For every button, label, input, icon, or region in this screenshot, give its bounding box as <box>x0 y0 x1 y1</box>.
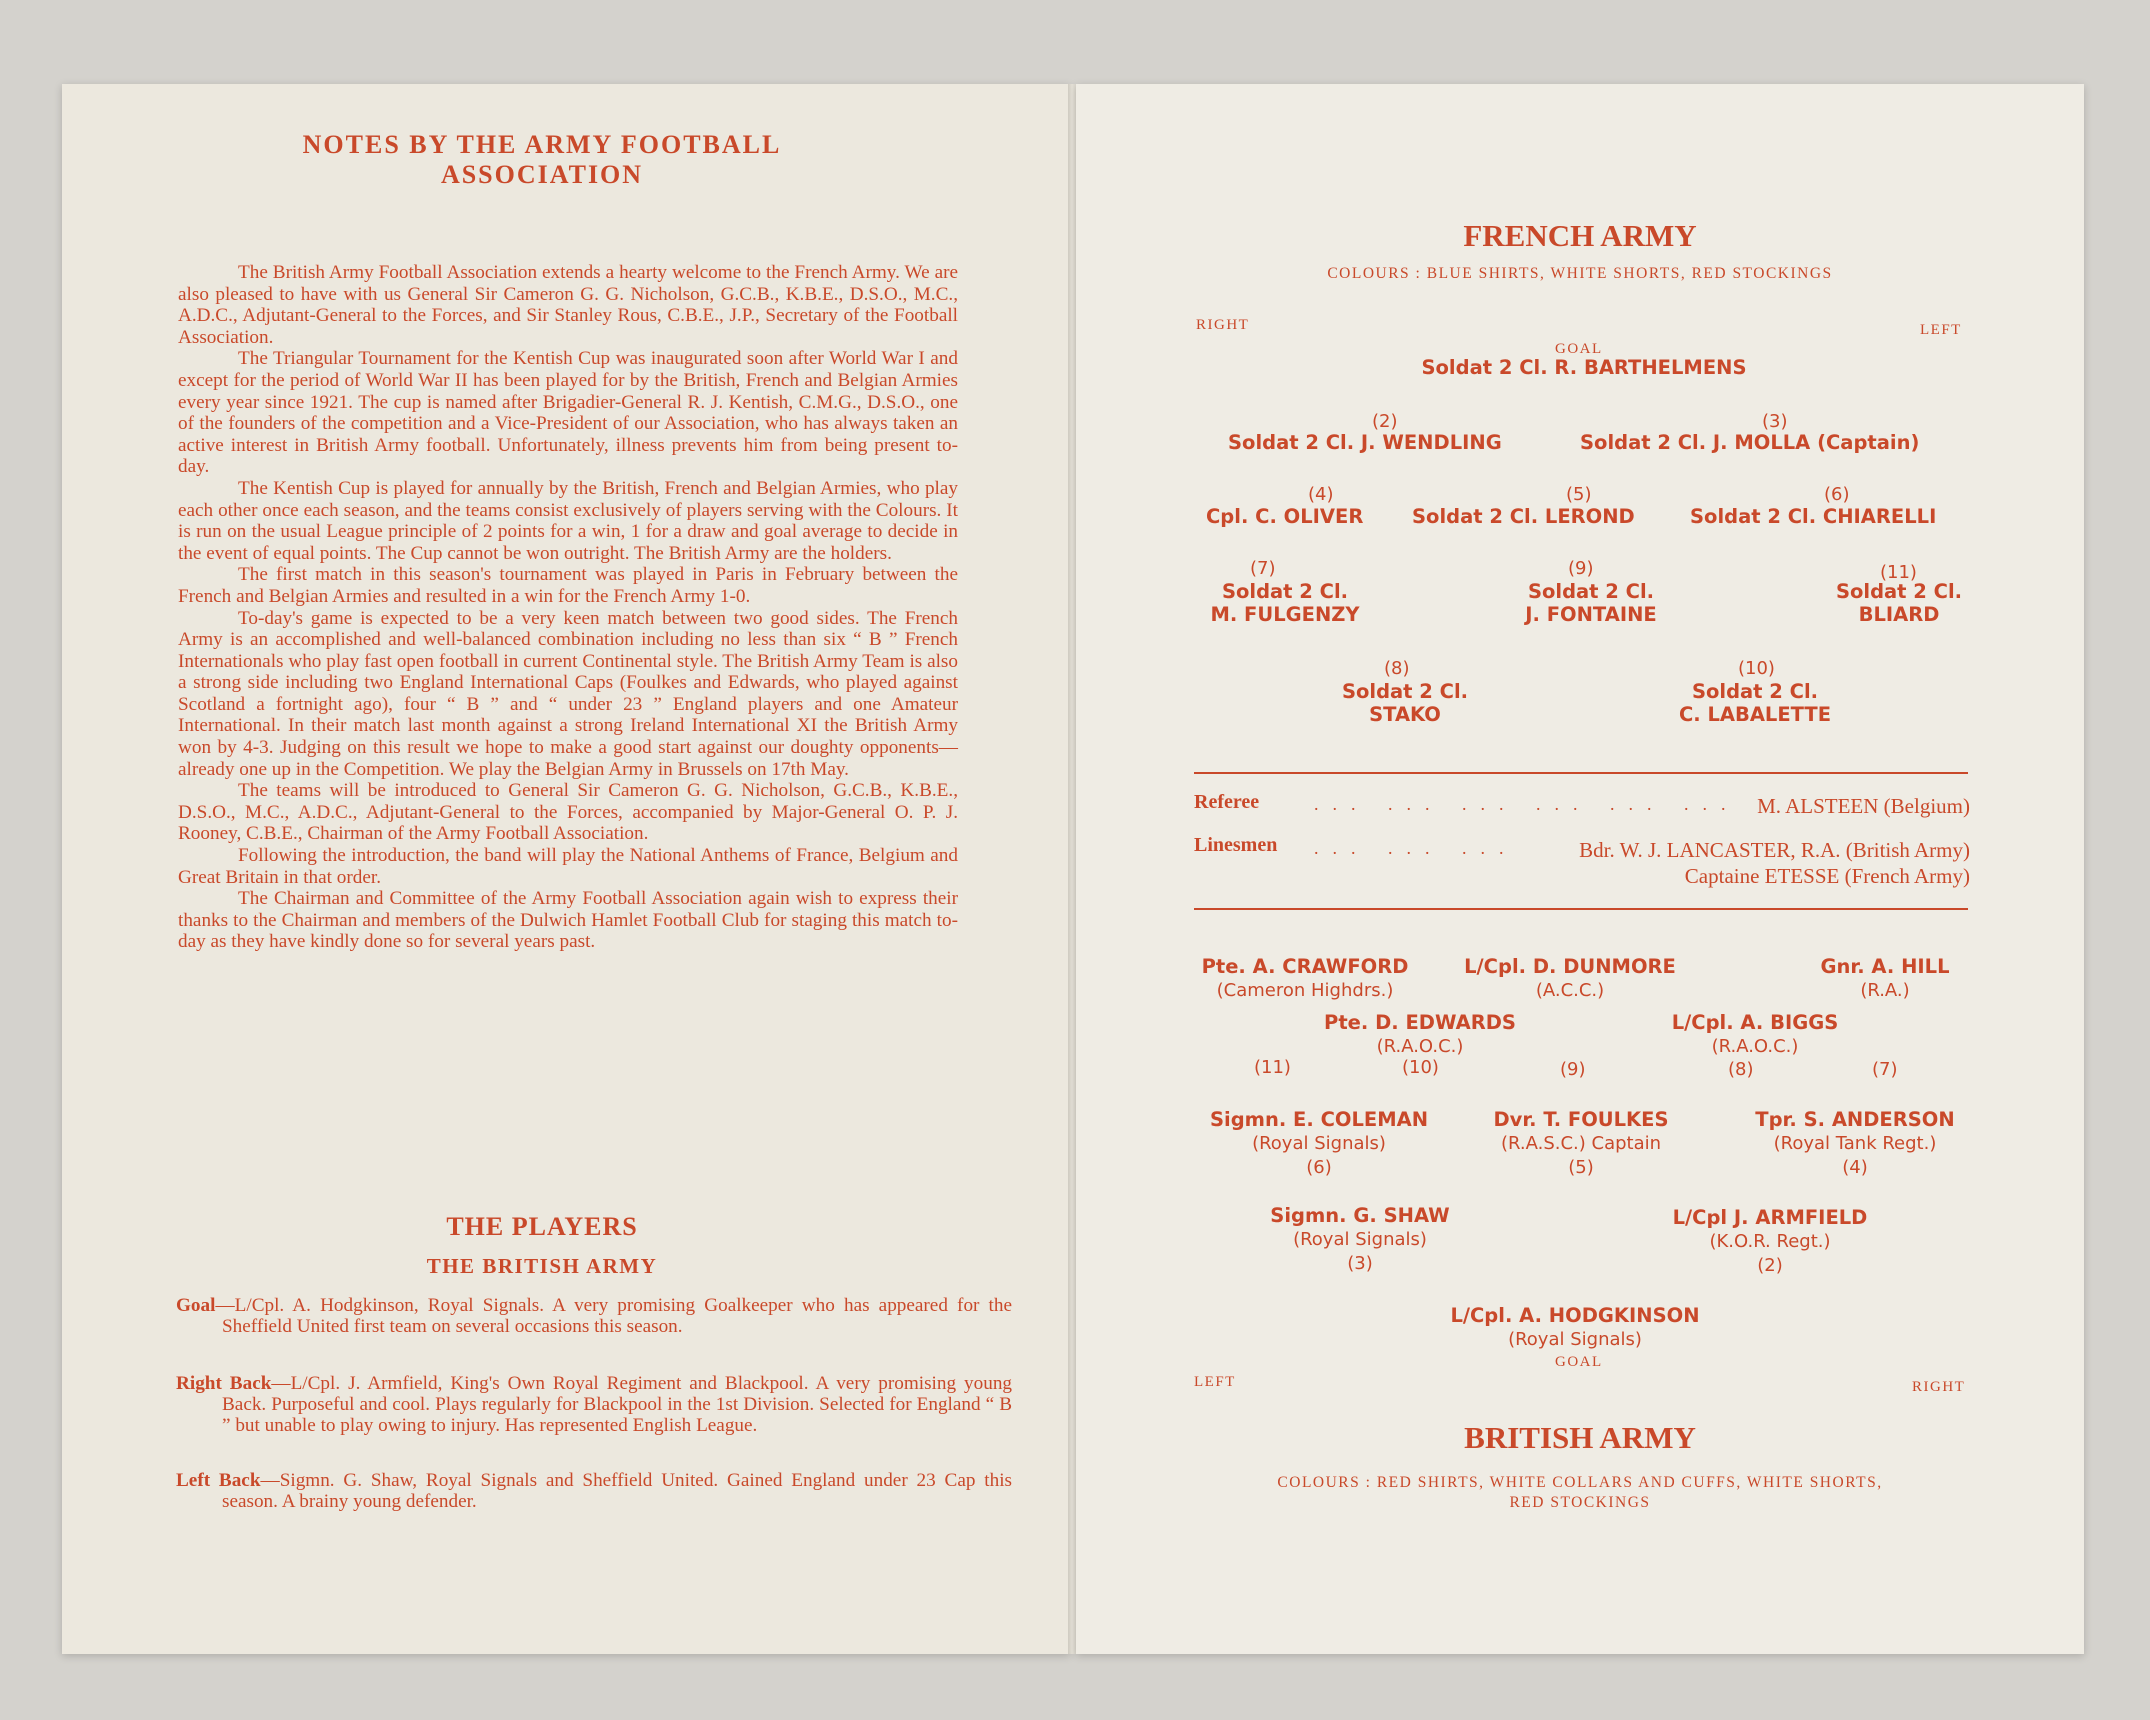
british-num-2: (2) <box>1757 1255 1783 1276</box>
notes-body <box>178 262 958 953</box>
player-note-text: —L/Cpl. A. Hodgkinson, Royal Signals. A very promising Goalkeeper who has appeared for the Sheffield United first team on several occasions this season. <box>215 1295 1012 1337</box>
french-rank-8: Soldat 2 Cl. <box>1341 680 1469 703</box>
british-name-7: Gnr. A. HILL <box>1820 955 1950 978</box>
french-left-label: LEFT <box>1920 322 1962 338</box>
player-note-left-back <box>176 1470 1012 1512</box>
french-player-8 <box>1300 680 1510 726</box>
british-club-8: (R.A.O.C.) <box>1711 1036 1799 1057</box>
player-note-text: —L/Cpl. J. Armfield, King's Own Royal Regiment and Blackpool. A very promising young Back. Purposeful and cool. Plays regularly for Blackpool in the 1st Division. Selected for England “ B ” but unable to play owing to injury. Has represented English League. <box>222 1373 1013 1436</box>
notes-paragraph: The Chairman and Committee of the Army Football Association again wish to express their thanks to the Chairman and members of the Dulwich Hamlet Football Club for staging this match to-day as they have kindly done so for several years past. <box>178 888 958 953</box>
french-rank-10: Soldat 2 Cl. <box>1691 680 1819 703</box>
french-num-5: (5) <box>1566 484 1592 505</box>
british-num-4: (4) <box>1842 1157 1868 1178</box>
british-army-title: BRITISH ARMY <box>1464 1420 1696 1455</box>
linesmen-dots: ... ... ... <box>1314 838 1518 858</box>
british-num-7: (7) <box>1872 1059 1898 1080</box>
british-player-10 <box>1300 1011 1540 1058</box>
french-num-4: (4) <box>1308 484 1334 505</box>
french-colours: COLOURS : BLUE SHIRTS, WHITE SHORTS, RED STOCKINGS <box>1327 265 1833 282</box>
british-club-11: (Cameron Highdrs.) <box>1216 980 1394 1001</box>
french-num-7: (7) <box>1250 558 1276 579</box>
french-player-3: Soldat 2 Cl. J. MOLLA (Captain) <box>1580 431 1920 454</box>
british-player-8 <box>1640 1011 1870 1058</box>
french-player-4: Cpl. C. OLIVER <box>1206 505 1364 528</box>
french-rank-9: Soldat 2 Cl. <box>1527 580 1655 603</box>
french-right-label: RIGHT <box>1196 317 1250 333</box>
french-num-9: (9) <box>1568 558 1594 579</box>
player-note-role: Right Back <box>176 1373 272 1394</box>
french-num-6: (6) <box>1824 484 1850 505</box>
french-num-8: (8) <box>1384 658 1410 679</box>
french-army-title: FRENCH ARMY <box>1463 218 1697 253</box>
notes-paragraph: The teams will be introduced to General Sir Cameron G. G. Nicholson, G.C.B., K.B.E., D.S.O., M.C., A.D.C., Adjutant-General to the Forces, accompanied by Major-General O. P. J. Rooney, C.B.E., Chairman of the Army Football Association. <box>178 780 958 845</box>
notes-paragraph: Following the introduction, the band will play the National Anthems of France, Belgium and Great Britain in that order. <box>178 845 958 888</box>
french-rank-11: Soldat 2 Cl. <box>1835 580 1963 603</box>
british-right-label: RIGHT <box>1912 1379 1966 1395</box>
french-name-11: BLIARD <box>1858 603 1940 626</box>
british-num-9: (9) <box>1560 1059 1586 1080</box>
french-rank-7: Soldat 2 Cl. <box>1221 580 1349 603</box>
british-num-5: (5) <box>1568 1157 1594 1178</box>
referee-dots: ... ... ... ... ... ... <box>1314 794 1740 814</box>
british-num-8: (8) <box>1728 1059 1754 1080</box>
linesman-1: Bdr. W. J. LANCASTER, R.A. (British Army) <box>1579 838 1970 862</box>
british-name-8: L/Cpl. A. BIGGS <box>1671 1011 1839 1034</box>
british-name-11: Pte. A. CRAWFORD <box>1201 955 1409 978</box>
referee-name: M. ALSTEEN (Belgium) <box>1757 794 1970 818</box>
british-club-5: (R.A.S.C.) Captain <box>1500 1133 1662 1154</box>
french-goal-label: GOAL <box>1555 341 1603 357</box>
british-player-4 <box>1720 1108 1990 1179</box>
french-name-7: M. FULGENZY <box>1210 603 1360 626</box>
british-club-3: (Royal Signals) <box>1293 1229 1427 1250</box>
french-player-11 <box>1794 580 2004 626</box>
player-note-right-back <box>176 1373 1012 1436</box>
british-club-10: (R.A.O.C.) <box>1376 1036 1464 1057</box>
notes-paragraph: To-day's game is expected to be a very keen match between two good sides. The French Army is an accomplished and well-balanced combination including no less than six “ B ” French Internationals who play fast open football in current Continental style. The British Army Team is also a strong side including two England International Caps (Foulkes and Edwards, who played against Scotland a fortnight ago), four “ B ” and “ under 23 ” England players and one Amateur International. In their match last month against a strong Ireland International XI the British Army won by 4-3. Judging on this result we hope to make a good start against our doughty opponents—already one up in the Competition. We play the Belgian Army in Brussels on 17th May. <box>178 607 958 780</box>
players-subtitle: THE BRITISH ARMY <box>426 1254 658 1278</box>
notes-paragraph: The first match in this season's tournament was played in Paris in February between the French and Belgian Armies and resulted in a win for the French Army 1-0. <box>178 564 958 607</box>
british-player-3 <box>1240 1204 1480 1275</box>
british-name-4: Tpr. S. ANDERSON <box>1755 1108 1955 1131</box>
players-title: THE PLAYERS <box>446 1212 638 1241</box>
british-goalkeeper <box>1410 1304 1740 1351</box>
british-club-9: (A.C.C.) <box>1535 980 1605 1001</box>
british-num-3: (3) <box>1347 1253 1373 1274</box>
player-note-role: Goal <box>176 1295 216 1316</box>
french-player-5: Soldat 2 Cl. LEROND <box>1412 505 1635 528</box>
british-club-6: (Royal Signals) <box>1252 1133 1386 1154</box>
french-player-7 <box>1180 580 1390 626</box>
divider-top <box>1194 772 1968 774</box>
french-player-2: Soldat 2 Cl. J. WENDLING <box>1228 431 1502 454</box>
british-num-10: (10) <box>1402 1057 1439 1078</box>
french-player-10 <box>1650 680 1860 726</box>
british-club-2: (K.O.R. Regt.) <box>1709 1231 1831 1252</box>
british-name-9: L/Cpl. D. DUNMORE <box>1464 955 1676 978</box>
player-note-text: —Sigmn. G. Shaw, Royal Signals and Sheffield United. Gained England under 23 Cap this season. A brainy young defender. <box>222 1470 1012 1512</box>
british-colours-line1: COLOURS : RED SHIRTS, WHITE COLLARS AND CUFFS, WHITE SHORTS, <box>1277 1474 1883 1491</box>
linesmen-label: Linesmen <box>1194 834 1278 856</box>
british-club-4: (Royal Tank Regt.) <box>1773 1133 1937 1154</box>
french-goalkeeper: Soldat 2 Cl. R. BARTHELMENS <box>1421 356 1747 379</box>
british-colours-line2: RED STOCKINGS <box>1509 1494 1651 1511</box>
british-name-10: Pte. D. EDWARDS <box>1324 1011 1516 1034</box>
french-name-10: C. LABALETTE <box>1678 703 1832 726</box>
british-name-5: Dvr. T. FOULKES <box>1493 1108 1669 1131</box>
player-note-role: Left Back <box>176 1470 261 1491</box>
french-name-9: J. FONTAINE <box>1525 603 1657 626</box>
french-num-11: (11) <box>1880 562 1917 583</box>
french-name-8: STAKO <box>1369 703 1441 726</box>
divider-bottom <box>1194 908 1968 910</box>
referee-label: Referee <box>1194 791 1260 813</box>
french-num-3: (3) <box>1762 411 1788 432</box>
british-name-3: Sigmn. G. SHAW <box>1270 1204 1450 1227</box>
british-player-7 <box>1780 955 1990 1002</box>
british-gk-name: L/Cpl. A. HODGKINSON <box>1450 1304 1700 1327</box>
linesman-2: Captaine ETESSE (French Army) <box>1684 864 1970 888</box>
british-left-label: LEFT <box>1194 1374 1236 1390</box>
british-player-9 <box>1440 955 1700 1002</box>
french-player-6: Soldat 2 Cl. CHIARELLI <box>1690 505 1937 528</box>
british-num-11: (11) <box>1254 1057 1291 1078</box>
british-name-2: L/Cpl J. ARMFIELD <box>1672 1206 1868 1229</box>
british-player-11 <box>1170 955 1440 1002</box>
french-num-2: (2) <box>1372 411 1398 432</box>
british-player-2 <box>1640 1206 1900 1277</box>
british-player-6 <box>1184 1108 1454 1179</box>
british-gk-club: (Royal Signals) <box>1508 1329 1642 1350</box>
british-goal-label: GOAL <box>1555 1354 1603 1370</box>
notes-paragraph: The Triangular Tournament for the Kentish Cup was inaugurated soon after World War I and except for the period of World War II has been played for by the British, French and Belgian Armies every year since 1921. The cup is named after Brigadier-General R. J. Kentish, C.M.G., D.S.O., one of the founders of the competition and a Vice-President of our Association, who has always taken an active interest in British Army football. Unfortunately, illness prevents him from being present to-day. <box>178 348 958 478</box>
british-name-6: Sigmn. E. COLEMAN <box>1209 1108 1429 1131</box>
notes-paragraph: The British Army Football Association extends a hearty welcome to the French Army. We are also pleased to have with us General Sir Cameron G. G. Nicholson, G.C.B., K.B.E., D.S.O., M.C., A.D.C., Adjutant-General to the Forces, and Sir Stanley Rous, C.B.E., J.P., Secretary of the Football Association. <box>178 262 958 348</box>
notes-title: NOTES BY THE ARMY FOOTBALL ASSOCIATION <box>302 130 782 189</box>
british-club-7: (R.A.) <box>1860 980 1910 1001</box>
british-num-6: (6) <box>1306 1157 1332 1178</box>
british-player-5 <box>1456 1108 1706 1179</box>
french-player-9 <box>1486 580 1696 626</box>
notes-paragraph: The Kentish Cup is played for annually by the British, French and Belgian Armies, who play each other once each season, and the teams consist exclusively of players serving with the Colours. It is run on the usual League principle of 2 points for a win, 1 for a draw and goal average to decide in the event of equal points. The Cup cannot be won outright. The British Army are the holders. <box>178 477 958 564</box>
french-num-10: (10) <box>1738 658 1775 679</box>
player-note-goal <box>176 1295 1012 1337</box>
